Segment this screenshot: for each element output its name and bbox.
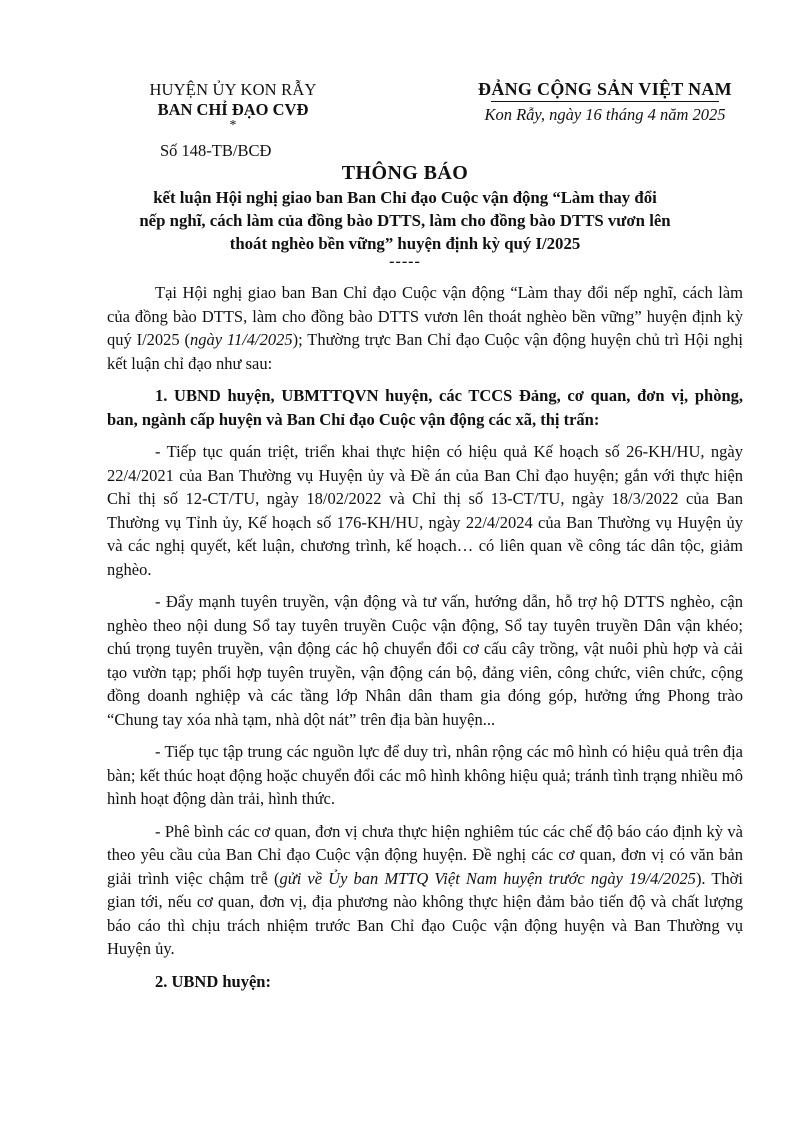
title-separator: -----	[389, 253, 421, 270]
org-star: *	[229, 118, 237, 133]
title-subline-3: thoát nghèo bền vững” huyện định kỳ quý I/2025	[229, 234, 581, 253]
party-underline	[491, 101, 719, 102]
title-subline-1: kết luận Hội nghị giao ban Ban Chỉ đạo Cuộc vận động “Làm thay đổi	[153, 188, 657, 207]
document-number: Số 148-TB/BCĐ	[160, 141, 272, 160]
org-line-2: BAN CHỈ ĐẠO CVĐ	[157, 100, 309, 119]
intro-paragraph: Tại Hội nghị giao ban Ban Chỉ đạo Cuộc vận động “Làm thay đổi nếp nghĩ, cách làm của đồng bào DTTS, làm cho đồng bào DTTS vươn lên thoát nghèo bền vững” huyện định kỳ quý I/2025 (ngày 11/4/2025); Thường trực Ban Chỉ đạo Cuộc vận động huyện chủ trì Hội nghị kết luận chỉ đạo như sau:	[107, 283, 743, 373]
section-2-heading: 2. UBND huyện:	[155, 971, 271, 991]
meeting-date: ngày 11/4/2025	[190, 330, 293, 349]
org-line-1: HUYỆN ỦY KON RẪY	[149, 80, 317, 99]
party-name: ĐẢNG CỘNG SẢN VIỆT NAM	[478, 79, 732, 99]
document-date: Kon Rẫy, ngày 16 tháng 4 năm 2025	[484, 105, 726, 124]
bullet-2: - Đẩy mạnh tuyên truyền, vận động và tư vấn, hướng dẫn, hỗ trợ hộ DTTS nghèo, cận nghèo theo nội dung Sổ tay tuyên truyền Cuộc vận động, Sổ tay tuyên truyền Dân vận khéo; chú trọng tuyên truyền, vận động các hộ chuyển đổi cơ cấu cây trồng, vật nuôi phù hợp và cải tạo vườn tạp; phối hợp tuyên truyền, vận động cán bộ, đảng viên, công chức, viên chức, cộng đồng doanh nghiệp và các tầng lớp Nhân dân tham gia đóng góp, hưởng ứng Phong trào “Chung tay xóa nhà tạm, nhà dột nát” trên địa bàn huyện...	[107, 592, 743, 729]
document-body	[107, 281, 743, 1002]
bullet-3: - Tiếp tục tập trung các nguồn lực để duy trì, nhân rộng các mô hình có hiệu quả trên địa bàn; kết thúc hoạt động hoặc chuyển đổi các mô hình không hiệu quả; tránh tình trạng nhiều mô hình hoạt động dàn trải, hình thức.	[107, 742, 743, 808]
document-title: THÔNG BÁO	[341, 162, 469, 184]
title-subline-2: nếp nghĩ, cách làm của đồng bào DTTS, làm cho đồng bào DTTS vươn lên	[139, 211, 671, 230]
national-header	[445, 78, 765, 126]
section-1-heading: 1. UBND huyện, UBMTTQVN huyện, các TCCS Đảng, cơ quan, đơn vị, phòng, ban, ngành cấp huyện và Ban Chỉ đạo Cuộc vận động các xã, thị trấn:	[107, 386, 743, 429]
deadline-note: gửi về Ủy ban MTTQ Việt Nam huyện trước ngày 19/4/2025	[279, 868, 696, 888]
bullet-4: - Phê bình các cơ quan, đơn vị chưa thực hiện nghiêm túc các chế độ báo cáo định kỳ và theo yêu cầu của Ban Chỉ đạo Cuộc vận động huyện. Đề nghị các cơ quan, đơn vị có văn bản giải trình việc chậm trễ (gửi về Ủy ban MTTQ Việt Nam huyện trước ngày 19/4/2025). Thời gian tới, nếu cơ quan, đơn vị, địa phương nào không thực hiện đảm bảo tiến độ và chất lượng báo cáo thì chịu trách nhiệm trước Ban Chỉ đạo Cuộc vận động huyện và Ban Thường vụ Huyện ủy.	[107, 821, 743, 958]
issuing-organization	[118, 80, 348, 132]
document-title-block	[100, 160, 710, 269]
bullet-1: - Tiếp tục quán triệt, triển khai thực hiện có hiệu quả Kế hoạch số 26-KH/HU, ngày 22/4/2021 của Ban Thường vụ Huyện ủy và Đề án của Ban Chỉ đạo huyện; gắn với thực hiện Chỉ thị số 12-CT/TU, ngày 18/02/2022 và Chỉ thị số 13-CT/TU, ngày 18/3/2022 của Ban Thường vụ Tỉnh ủy, Kế hoạch số 176-KH/HU, ngày 22/4/2024 của Ban Thường vụ Huyện ủy và các nghị quyết, kết luận, chương trình, kế hoạch… có liên quan về công tác dân tộc, giảm nghèo.	[107, 442, 743, 579]
